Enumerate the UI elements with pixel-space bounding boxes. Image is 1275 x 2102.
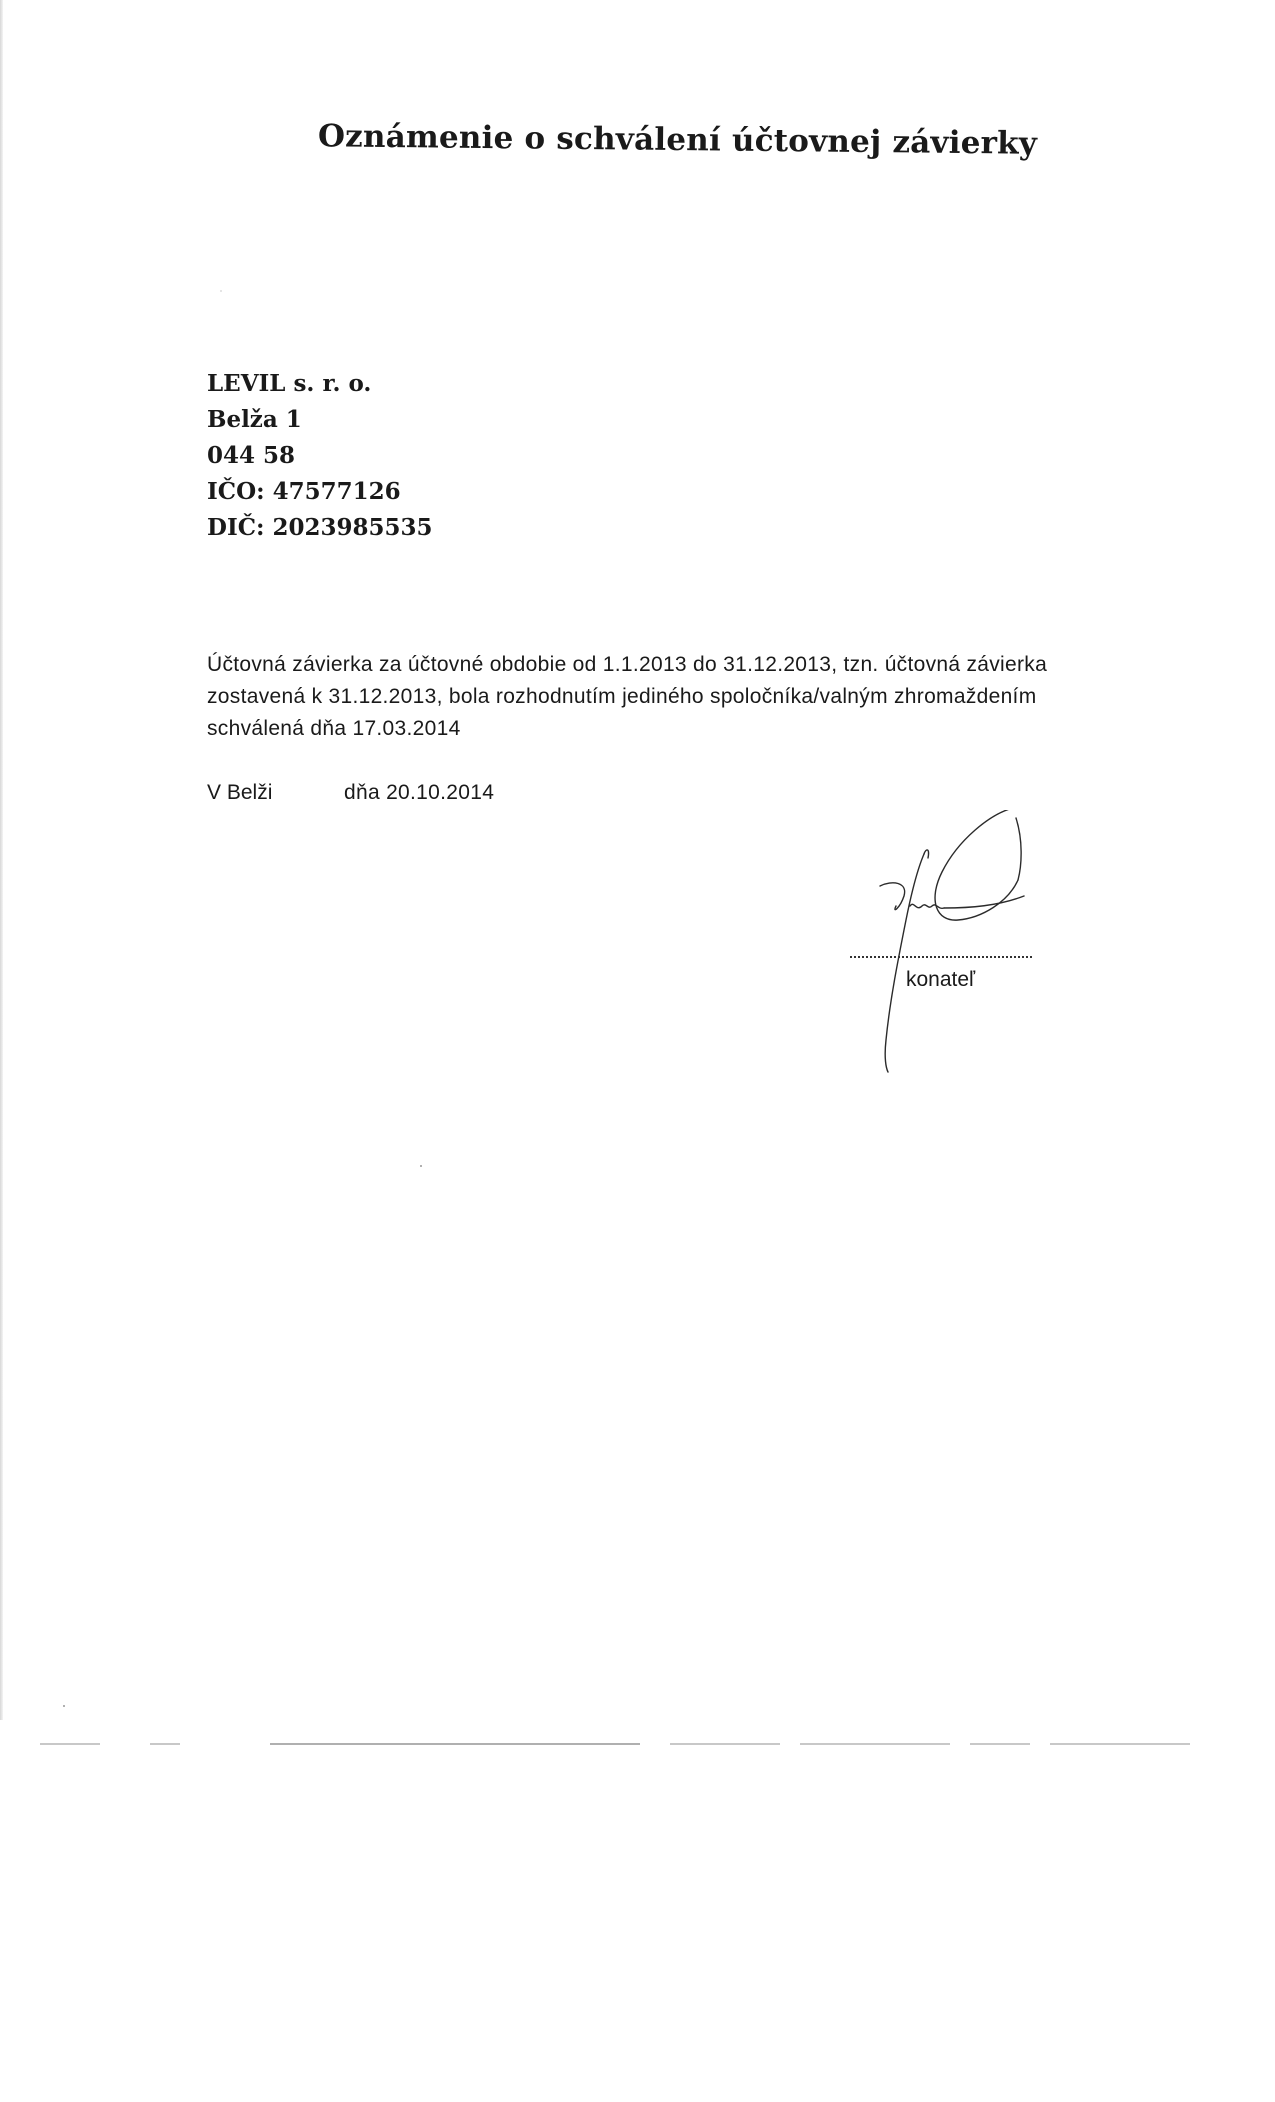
scan-speck [63,1705,65,1707]
statement-line: zostavená k 31.12.2013, bola rozhodnutím jediného spoločníka/valným zhromaždením [207,685,1037,708]
scan-speck [420,1165,422,1167]
company-address-block [207,366,433,546]
signature-label: konateľ [906,968,976,991]
signature-line [850,956,1032,958]
statement-line: schválená dňa 17.03.2014 [207,717,461,740]
company-dic: DIČ: 2023985535 [207,514,433,541]
document-title: Oznámenie o schválení účtovnej závierky [317,118,1038,162]
scan-speck [220,290,222,292]
scan-edge [0,0,3,1720]
handwritten-signature [840,810,1040,1080]
place-text: V Belži [207,781,273,804]
company-ico: IČO: 47577126 [207,478,401,505]
company-postal-code: 044 58 [207,442,296,469]
statement-line: Účtovná závierka za účtovné obdobie od 1.1.2013 do 31.12.2013, tzn. účtovná závierka [207,653,1048,676]
approval-statement [207,649,1107,745]
date-text: dňa 20.10.2014 [344,781,495,804]
company-name: LEVIL s. r. o. [207,370,372,397]
company-street: Belža 1 [207,406,302,433]
scan-artifact-line [40,1743,1190,1745]
